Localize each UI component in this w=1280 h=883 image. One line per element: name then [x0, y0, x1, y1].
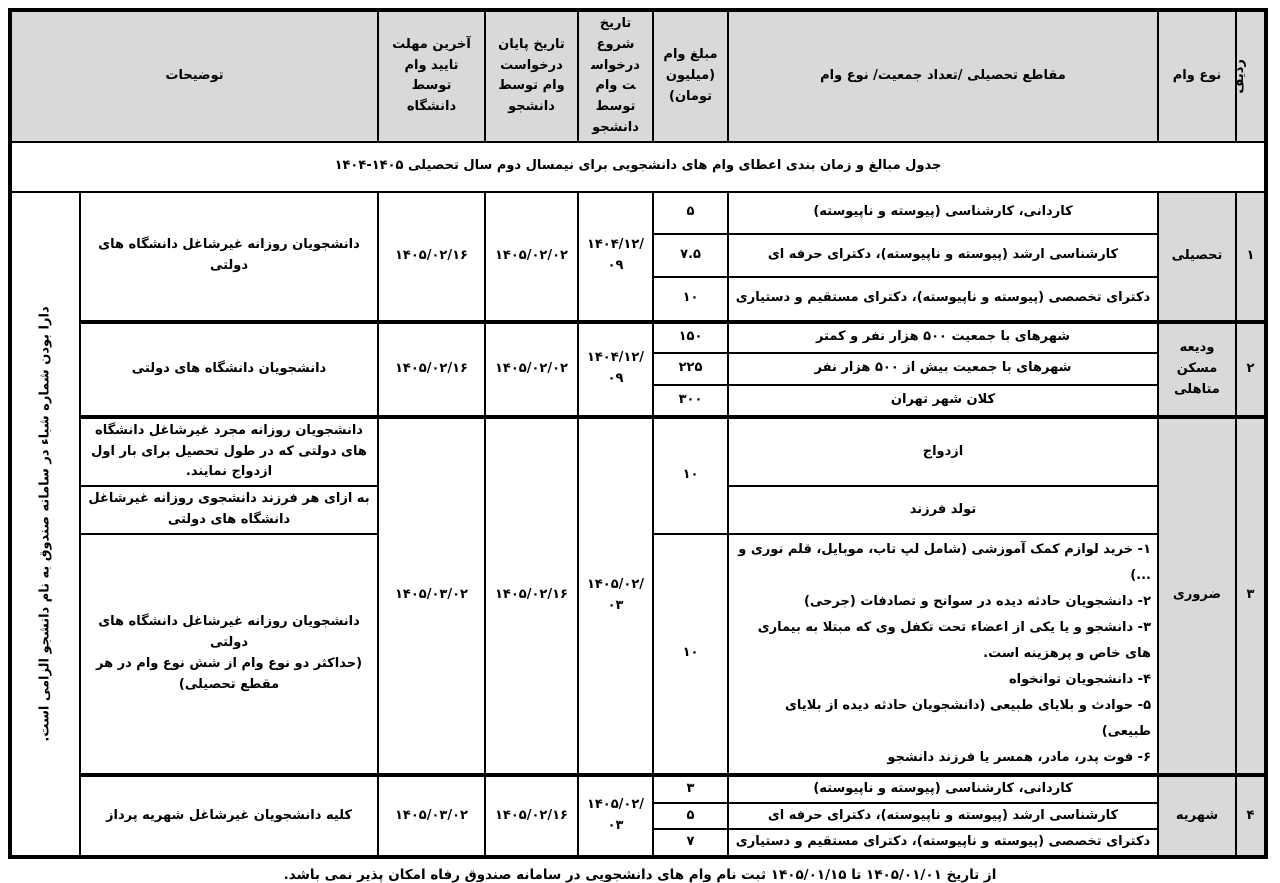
amount-cell: ۱۵۰ [653, 322, 728, 353]
amount-cell: ۱۰ [653, 277, 728, 322]
header-amount: مبلغ وام (میلیون تومان) [653, 10, 728, 142]
essential-items-cell: ۱- خرید لوازم کمک آموزشی (شامل لپ تاب، موبایل، قلم نوری و ...) ۲- دانشجویان حادثه دیده در سوانح و تصادفات (جرحی) ۳- دانشجو و یا یکی از اعضاء تحت تکفل وی که مبتلا به بیماری های خاص و پرهزینه است. ۴- دانشجویان توانخواه ۵- حوادث و بلایای طبیعی (دانشجویان حادثه دیده از بلایای طبیعی) ۶- فوت پدر، مادر، همسر یا فرزند دانشجو [728, 534, 1158, 775]
end-date-cell: ۱۴۰۵/۰۲/۱۶ [485, 775, 578, 857]
header-row-number: ردیف [1236, 10, 1266, 142]
start-date-cell: ۱۴۰۵/۰۲/۰۳ [578, 417, 653, 775]
amount-cell: ۲۲۵ [653, 353, 728, 385]
row-number: ۲ [1236, 322, 1266, 417]
level-cell: دکترای تخصصی (پیوسته و ناپیوسته)، دکترای مستقیم و دستیاری [728, 277, 1158, 322]
level-cell: شهرهای با جمعیت ۵۰۰ هزار نفر و کمتر [728, 322, 1158, 353]
notes-cell: به ازای هر فرزند دانشجوی روزانه غیرشاغل دانشگاه های دولتی [80, 486, 378, 534]
notes-cell: دانشجویان روزانه غیرشاغل دانشگاه های دولتی [80, 192, 378, 322]
level-cell: دکترای تخصصی (پیوسته و ناپیوسته)، دکترای مستقیم و دستیاری [728, 829, 1158, 857]
header-loan-type: نوع وام [1158, 10, 1236, 142]
row-number: ۳ [1236, 417, 1266, 775]
end-date-cell: ۱۴۰۵/۰۲/۰۲ [485, 322, 578, 417]
level-cell: کارشناسی ارشد (پیوسته و ناپیوسته)، دکترای حرفه ای [728, 234, 1158, 277]
level-cell: کارشناسی ارشد (پیوسته و ناپیوسته)، دکترای حرفه ای [728, 803, 1158, 830]
sheba-side-note: دارا بودن شماره شباء در سامانه صندوق به نام دانشجو الزامی است. [37, 306, 53, 742]
start-date-cell: ۱۴۰۵/۰۲/۰۳ [578, 775, 653, 857]
loan-type-cell: تحصیلی [1158, 192, 1236, 322]
deadline-cell: ۱۴۰۵/۰۲/۱۶ [378, 192, 485, 322]
header-row [10, 10, 1266, 142]
registration-closure-note: از تاریخ ۱۴۰۵/۰۱/۰۱ تا ۱۴۰۵/۰۱/۱۵ ثبت نام وام های دانشجویی در سامانه صندوق رفاه امکان پذیر نمی باشد. [283, 867, 997, 883]
row-number: ۱ [1236, 192, 1266, 322]
start-date-cell: ۱۴۰۴/۱۲/۰۹ [578, 192, 653, 322]
level-cell: کلان شهر تهران [728, 385, 1158, 417]
amount-cell: ۱۰ [653, 417, 728, 534]
deadline-cell: ۱۴۰۵/۰۳/۰۲ [378, 417, 485, 775]
level-cell: کاردانی، کارشناسی (پیوسته و ناپیوسته) [728, 775, 1158, 803]
loan-schedule-table [8, 8, 1268, 859]
table-row [10, 192, 1266, 234]
table-row [10, 417, 1266, 486]
table-row [10, 775, 1266, 803]
amount-cell: ۳ [653, 775, 728, 803]
deadline-cell: ۱۴۰۵/۰۲/۱۶ [378, 322, 485, 417]
amount-cell: ۳۰۰ [653, 385, 728, 417]
level-cell: تولد فرزند [728, 486, 1158, 534]
amount-cell: ۷.۵ [653, 234, 728, 277]
sheba-side-note-cell [10, 192, 80, 857]
header-approval-deadline: آخرین مهلت تایید وام توسط دانشگاه [378, 10, 485, 142]
notes-cell: دانشجویان روزانه مجرد غیرشاغل دانشگاه های دولتی که در طول تحصیل برای بار اول ازدواج نمایند. [80, 417, 378, 486]
start-date-cell: ۱۴۰۴/۱۲/۰۹ [578, 322, 653, 417]
amount-cell: ۱۰ [653, 534, 728, 775]
level-cell: شهرهای با جمعیت بیش از ۵۰۰ هزار نفر [728, 353, 1158, 385]
level-cell: ازدواج [728, 417, 1158, 486]
notes-cell: کلیه دانشجویان غیرشاغل شهریه پرداز [80, 775, 378, 857]
title-row [10, 142, 1266, 192]
header-end-date: تاریخ پایان درخواست وام توسط دانشجو [485, 10, 578, 142]
notes-cell: دانشجویان روزانه غیرشاغل دانشگاه های دولتی (حداکثر دو نوع وام از شش نوع وام در هر مقطع تحصیلی) [80, 534, 378, 775]
deadline-cell: ۱۴۰۵/۰۳/۰۲ [378, 775, 485, 857]
header-start-date: تاریخ شروع درخواست وام توسط دانشجو [578, 10, 653, 142]
loan-type-cell: شهریه [1158, 775, 1236, 857]
end-date-cell: ۱۴۰۵/۰۲/۰۲ [485, 192, 578, 322]
amount-cell: ۷ [653, 829, 728, 857]
level-cell: کاردانی، کارشناسی (پیوسته و ناپیوسته) [728, 192, 1158, 234]
end-date-cell: ۱۴۰۵/۰۲/۱۶ [485, 417, 578, 775]
loan-type-cell: ضروری [1158, 417, 1236, 775]
row-number: ۴ [1236, 775, 1266, 857]
table-title: جدول مبالغ و زمان بندی اعطای وام های دانشجویی برای نیمسال دوم سال تحصیلی ۱۴۰۵-۱۴۰۴ [10, 142, 1266, 192]
header-notes: توضیحات [10, 10, 378, 142]
header-levels: مقاطع تحصیلی /تعداد جمعیت/ نوع وام [728, 10, 1158, 142]
amount-cell: ۵ [653, 803, 728, 830]
amount-cell: ۵ [653, 192, 728, 234]
loan-type-cell: ودیعه مسکن متاهلی [1158, 322, 1236, 417]
table-row [10, 322, 1266, 353]
notes-cell: دانشجویان دانشگاه های دولتی [80, 322, 378, 417]
